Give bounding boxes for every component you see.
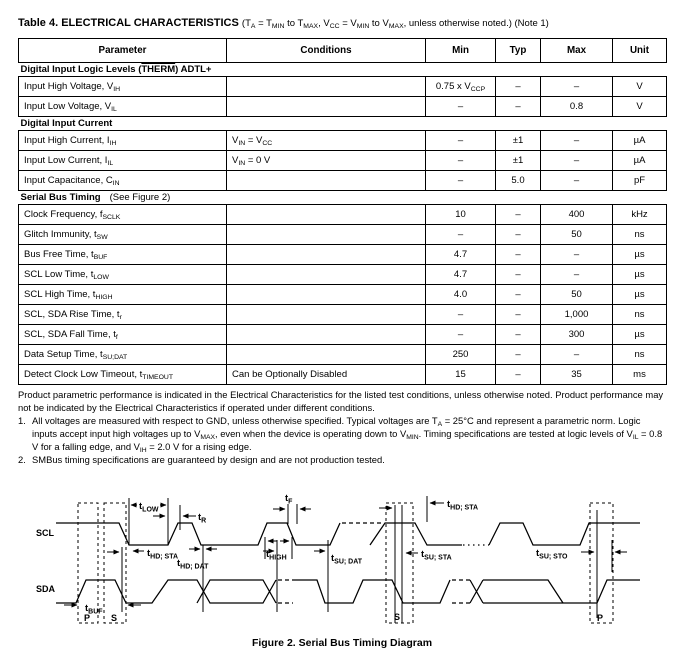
min-cell: 0.75 x $V_{CCP}$ — [426, 77, 496, 97]
table-title-condition: ($T_A = T_{MIN}$ to $T_{MAX}$, $V_{CC} = V_{MIN}$ to $V_{MAX}$, unless otherwise noted.) (Note 1) — [241, 18, 549, 30]
conditions-cell: $V_{IN} = V_{CC}$ — [227, 131, 426, 151]
table-row — [19, 205, 667, 225]
conditions-cell — [227, 97, 426, 117]
unit-cell: µA — [613, 131, 667, 151]
scl-waveform-right — [489, 523, 640, 545]
note-number: 1. — [18, 415, 26, 426]
table-row — [19, 97, 667, 117]
typ-cell: 5.0 — [496, 171, 541, 191]
scl-waveform — [56, 523, 340, 545]
conditions-cell — [227, 245, 426, 265]
param-cell: Detect Clock Low Timeout, $t_{TIMEOUT}$ — [19, 365, 227, 385]
min-cell: – — [426, 131, 496, 151]
t-su-sta-label: $t_{SU; STA}$ — [421, 549, 452, 562]
unit-cell: µs — [613, 325, 667, 345]
t-r-label: $t_R$ — [198, 512, 207, 525]
t-high-label: $t_{HIGH}$ — [266, 549, 287, 562]
start-marker-s2: S — [394, 612, 401, 622]
param-cell: Input High Voltage, $V_{IH}$ — [19, 77, 227, 97]
sda-eye-top — [483, 580, 563, 603]
max-cell: – — [541, 151, 613, 171]
section-row — [19, 63, 667, 77]
param-cell: SCL High Time, $t_{HIGH}$ — [19, 285, 227, 305]
t-hd-sta-label-1: $t_{HD; STA}$ — [147, 548, 179, 561]
table-row — [19, 245, 667, 265]
t-hd-dat-label: $t_{HD; DAT}$ — [177, 558, 209, 571]
note-text: SMBus timing specifications are guaranteed by design and are not production tested. — [32, 454, 385, 465]
conditions-cell — [227, 325, 426, 345]
typ-cell: ±1 — [496, 131, 541, 151]
param-cell: SCL Low Time, $t_{LOW}$ — [19, 265, 227, 285]
min-cell: – — [426, 325, 496, 345]
typ-cell: – — [496, 285, 541, 305]
param-cell: Clock Frequency, $f_{SCLK}$ — [19, 205, 227, 225]
max-cell: 50 — [541, 285, 613, 305]
min-cell: 250 — [426, 345, 496, 365]
table-row — [19, 171, 667, 191]
unit-cell: pF — [613, 171, 667, 191]
typ-cell: – — [496, 205, 541, 225]
typ-cell: – — [496, 245, 541, 265]
unit-cell: µs — [613, 245, 667, 265]
min-cell: – — [426, 151, 496, 171]
table-row — [19, 345, 667, 365]
section-row — [19, 191, 667, 205]
note-item — [18, 414, 668, 453]
table-row — [19, 285, 667, 305]
param-cell: Glitch Immunity, $t_{SW}$ — [19, 225, 227, 245]
figure-caption: Figure 2. Serial Bus Timing Diagram — [251, 637, 433, 649]
table-row — [19, 325, 667, 345]
table-header-row — [19, 39, 667, 63]
header-conditions: Conditions — [227, 39, 426, 63]
unit-cell: kHz — [613, 205, 667, 225]
start-stop-box-s2 — [386, 503, 413, 623]
param-cell: SCL, SDA Fall Time, $t_f$ — [19, 325, 227, 345]
table-row — [19, 151, 667, 171]
electrical-characteristics-table — [18, 38, 667, 385]
conditions-cell — [227, 77, 426, 97]
unit-cell: µs — [613, 285, 667, 305]
typ-cell: – — [496, 305, 541, 325]
min-cell: – — [426, 305, 496, 325]
min-cell: – — [426, 97, 496, 117]
max-cell: 300 — [541, 325, 613, 345]
max-cell: 400 — [541, 205, 613, 225]
min-cell: – — [426, 171, 496, 191]
stop-marker-p2: P — [597, 613, 604, 623]
table-row — [19, 77, 667, 97]
header-typ: Typ — [496, 39, 541, 63]
unit-cell: ns — [613, 345, 667, 365]
typ-cell: – — [496, 365, 541, 385]
max-cell: – — [541, 77, 613, 97]
serial-bus-timing-diagram — [0, 470, 684, 630]
unit-cell: V — [613, 97, 667, 117]
conditions-cell: Can be Optionally Disabled — [227, 365, 426, 385]
sda-signal-label: SDA — [36, 584, 56, 594]
max-cell: 0.8 — [541, 97, 613, 117]
conditions-cell — [227, 345, 426, 365]
t-su-sto-label: $t_{SU; STO}$ — [536, 548, 568, 561]
t-buf-label: $t_{BUF}$ — [85, 603, 103, 616]
unit-cell: V — [613, 77, 667, 97]
note-items — [18, 414, 668, 466]
start-marker-s1: S — [111, 613, 118, 623]
min-cell: 4.7 — [426, 245, 496, 265]
section-title: Digital Input Logic Levels (THERM) ADTL+ — [19, 63, 667, 77]
min-cell: – — [426, 225, 496, 245]
param-cell: Input Low Voltage, $V_{IL}$ — [19, 97, 227, 117]
param-cell: Bus Free Time, $t_{BUF}$ — [19, 245, 227, 265]
conditions-cell — [227, 225, 426, 245]
param-cell: Input Low Current, $I_{IL}$ — [19, 151, 227, 171]
t-hd-sta-label-2: $t_{HD; STA}$ — [447, 499, 479, 512]
min-cell: 15 — [426, 365, 496, 385]
typ-cell: – — [496, 97, 541, 117]
t-su-dat-label: $t_{SU; DAT}$ — [331, 553, 363, 566]
unit-cell: µs — [613, 265, 667, 285]
max-cell: 50 — [541, 225, 613, 245]
table-row — [19, 225, 667, 245]
typ-cell: – — [496, 77, 541, 97]
note-item — [18, 453, 668, 466]
conditions-cell — [227, 171, 426, 191]
header-parameter: Parameter — [19, 39, 227, 63]
sda-waveform — [56, 580, 276, 603]
typ-cell: – — [496, 345, 541, 365]
scl-waveform-mid — [370, 523, 462, 545]
sda-waveform-right — [483, 580, 640, 603]
section-row — [19, 117, 667, 131]
sda-data-cross-1 — [197, 580, 276, 603]
note-number: 2. — [18, 454, 26, 465]
param-cell: Data Setup Time, $t_{SU;DAT}$ — [19, 345, 227, 365]
note-text: All voltages are measured with respect to GND, unless otherwise specified. Typical voltages are $T_A = 25^\circ C$ and represent a parametric norm. Logic inputs accept input high voltages up to $V_{MAX}$, even when the device is operating down to $V_{MIN}$. Timing specifications are tested at logic levels of $V_{IL} = 0.8$ V for a falling edge, and $V_{IH} = 2.0$ V for a rising edge. — [32, 415, 663, 454]
table-row — [19, 265, 667, 285]
t-f-label: $t_F$ — [285, 493, 293, 506]
timing-diagram-figure — [0, 470, 684, 649]
table-title — [0, 0, 684, 38]
typ-cell: – — [496, 225, 541, 245]
unit-cell: ns — [613, 225, 667, 245]
conditions-cell — [227, 205, 426, 225]
max-cell: – — [541, 345, 613, 365]
unit-cell: µA — [613, 151, 667, 171]
start-stop-box-p2 — [590, 503, 613, 623]
param-cell: SCL, SDA Rise Time, $t_r$ — [19, 305, 227, 325]
min-cell: 10 — [426, 205, 496, 225]
sda-data-cross-2 — [470, 580, 483, 603]
conditions-cell — [227, 305, 426, 325]
typ-cell: ±1 — [496, 151, 541, 171]
table-body — [19, 63, 667, 385]
notes-block — [18, 388, 668, 466]
table-row — [19, 365, 667, 385]
typ-cell: – — [496, 325, 541, 345]
table-row — [19, 131, 667, 151]
header-max: Max — [541, 39, 613, 63]
max-cell: 1,000 — [541, 305, 613, 325]
conditions-cell — [227, 285, 426, 305]
param-cell: Input Capacitance, $C_{IN}$ — [19, 171, 227, 191]
max-cell: – — [541, 245, 613, 265]
unit-cell: ns — [613, 305, 667, 325]
notes-intro: Product parametric performance is indicated in the Electrical Characteristics for the listed test conditions, unless otherwise noted. Product performance may not be indicated by the Electrical Characteristics if operated under different conditions. — [18, 389, 664, 413]
max-cell: – — [541, 265, 613, 285]
table-title-prefix: Table 4. ELECTRICAL CHARACTERISTICS — [18, 17, 239, 29]
typ-cell: – — [496, 265, 541, 285]
max-cell: – — [541, 131, 613, 151]
min-cell: 4.0 — [426, 285, 496, 305]
unit-cell: ms — [613, 365, 667, 385]
conditions-cell — [227, 265, 426, 285]
param-cell: Input High Current, $I_{IH}$ — [19, 131, 227, 151]
stop-marker-p1: P — [84, 613, 91, 623]
max-cell: – — [541, 171, 613, 191]
max-cell: 35 — [541, 365, 613, 385]
sda-waveform-mid — [293, 580, 450, 603]
scl-signal-label: SCL — [36, 528, 54, 538]
min-cell: 4.7 — [426, 265, 496, 285]
table-row — [19, 305, 667, 325]
header-min: Min — [426, 39, 496, 63]
start-stop-box-s1 — [104, 503, 126, 623]
t-low-label: $t_{LOW}$ — [139, 501, 159, 514]
header-unit: Unit — [613, 39, 667, 63]
section-title: Digital Input Current — [19, 117, 667, 131]
conditions-cell: $V_{IN} = 0$ V — [227, 151, 426, 171]
section-title: Serial Bus Timing (See Figure 2) — [19, 191, 667, 205]
